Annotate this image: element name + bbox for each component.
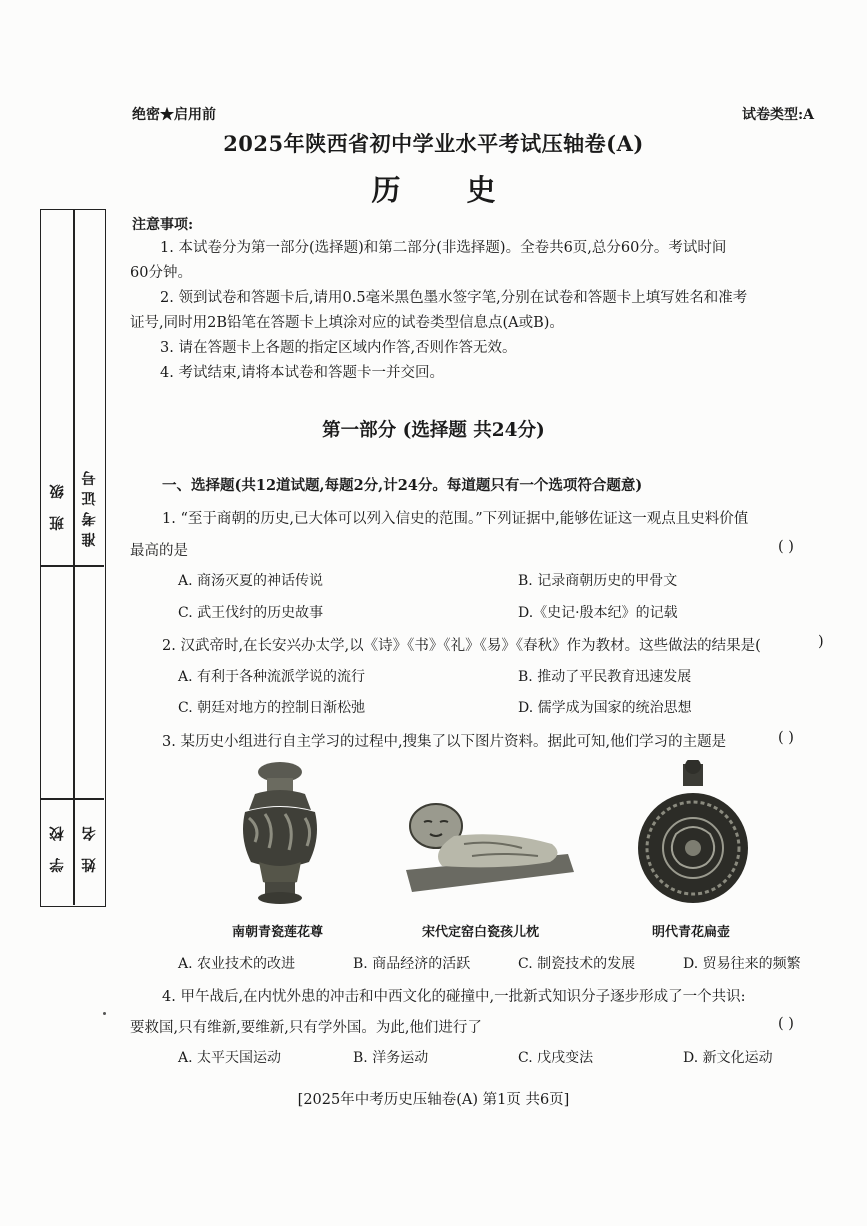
q2-option-c: C. 朝廷对地方的控制日渐松弛 bbox=[178, 700, 366, 716]
q1-option-d: D.《史记·殷本纪》的记载 bbox=[518, 605, 678, 621]
lotus-vase-image bbox=[225, 758, 335, 908]
q2-option-d: D. 儒学成为国家的统治思想 bbox=[518, 700, 692, 716]
q3-caption-3: 明代青花扁壶 bbox=[652, 925, 731, 940]
q4-stem: 4. 甲午战后,在内忧外患的冲击和中西文化的碰撞中,一批新式知识分子逐步形成了一个共识: bbox=[162, 989, 746, 1005]
q2-option-a: A. 有利于各种流派学说的流行 bbox=[178, 669, 366, 685]
notice-item-4: 4. 考试结束,请将本试卷和答题卡一并交回。 bbox=[160, 365, 445, 381]
notice-item-2-cont: 证号,同时用2B铅笔在答题卡上填涂对应的试卷类型信息点(A或B)。 bbox=[130, 315, 564, 331]
name-label: 姓 名 bbox=[81, 820, 98, 873]
notice-item-1-cont: 60分钟。 bbox=[130, 265, 192, 281]
q4-option-d: D. 新文化运动 bbox=[683, 1050, 773, 1066]
q4-stem-cont: 要救国,只有维新,要维新,只有学外国。为此,他们进行了 bbox=[130, 1020, 482, 1036]
school-label: 学 校 bbox=[49, 820, 66, 873]
q2-paren-close: ) bbox=[818, 634, 824, 650]
q2-option-b: B. 推动了平民教育迅速发展 bbox=[518, 669, 692, 685]
part1-heading: 第一部分 (选择题 共24分) bbox=[322, 420, 545, 441]
scan-speck bbox=[103, 1012, 106, 1015]
q3-caption-2: 宋代定窑白瓷孩儿枕 bbox=[422, 925, 540, 940]
page-footer: [2025年中考历史压轴卷(A) 第1页 共6页] bbox=[297, 1092, 570, 1108]
exam-number-label: 准考证号 bbox=[81, 465, 98, 547]
class-label: 班 级 bbox=[49, 478, 66, 531]
notice-item-3: 3. 请在答题卡上各题的指定区域内作答,否则作答无效。 bbox=[160, 340, 517, 356]
divider-horizontal-2 bbox=[41, 798, 104, 800]
q3-option-d: D. 贸易往来的频繁 bbox=[683, 956, 801, 972]
q3-option-b: B. 商品经济的活跃 bbox=[353, 956, 471, 972]
q4-option-c: C. 戊戌变法 bbox=[518, 1050, 594, 1066]
confidential-mark: 绝密★启用前 bbox=[132, 107, 216, 123]
q1-answer-paren: ( ) bbox=[778, 539, 794, 555]
q3-caption-1: 南朝青瓷莲花尊 bbox=[232, 925, 324, 940]
q4-option-a: A. 太平天国运动 bbox=[178, 1050, 282, 1066]
q1-option-c: C. 武王伐纣的历史故事 bbox=[178, 605, 324, 621]
q1-option-b: B. 记录商朝历史的甲骨文 bbox=[518, 573, 678, 589]
notice-heading: 注意事项: bbox=[132, 217, 194, 233]
subject-title: 历 史 bbox=[371, 173, 524, 207]
flat-flask-image bbox=[636, 760, 751, 910]
q2-stem: 2. 汉武帝时,在长安兴办太学,以《诗》《书》《礼》《易》《春秋》作为教材。这些做法的结果是( bbox=[162, 638, 761, 654]
q3-option-a: A. 农业技术的改进 bbox=[178, 956, 296, 972]
divider-vertical bbox=[73, 210, 75, 905]
notice-item-2: 2. 领到试卷和答题卡后,请用0.5毫米黑色墨水签字笔,分别在试卷和答题卡上填写姓名和准考 bbox=[160, 290, 748, 306]
binding-margin-box bbox=[40, 209, 106, 907]
exam-title: 2025年陕西省初中学业水平考试压轴卷(A) bbox=[223, 131, 644, 156]
divider-horizontal-1 bbox=[41, 565, 104, 567]
child-pillow-image bbox=[402, 800, 577, 895]
q1-option-a: A. 商汤灭夏的神话传说 bbox=[178, 573, 324, 589]
notice-item-1: 1. 本试卷分为第一部分(选择题)和第二部分(非选择题)。全卷共6页,总分60分。考试时间 bbox=[160, 240, 727, 256]
q1-stem: 1. “至于商朝的历史,已大体可以列入信史的范围。”下列证据中,能够佐证这一观点且史料价值 bbox=[162, 511, 749, 527]
q3-option-c: C. 制瓷技术的发展 bbox=[518, 956, 636, 972]
section-heading: 一、选择题(共12道试题,每题2分,计24分。每道题只有一个选项符合题意) bbox=[162, 477, 643, 494]
q4-option-b: B. 洋务运动 bbox=[353, 1050, 429, 1066]
q3-stem: 3. 某历史小组进行自主学习的过程中,搜集了以下图片资料。据此可知,他们学习的主题是 bbox=[162, 734, 727, 750]
q1-stem-cont: 最高的是 bbox=[130, 543, 188, 559]
paper-type: 试卷类型:A bbox=[742, 107, 815, 123]
q4-answer-paren: ( ) bbox=[778, 1016, 794, 1032]
q3-answer-paren: ( ) bbox=[778, 730, 794, 746]
